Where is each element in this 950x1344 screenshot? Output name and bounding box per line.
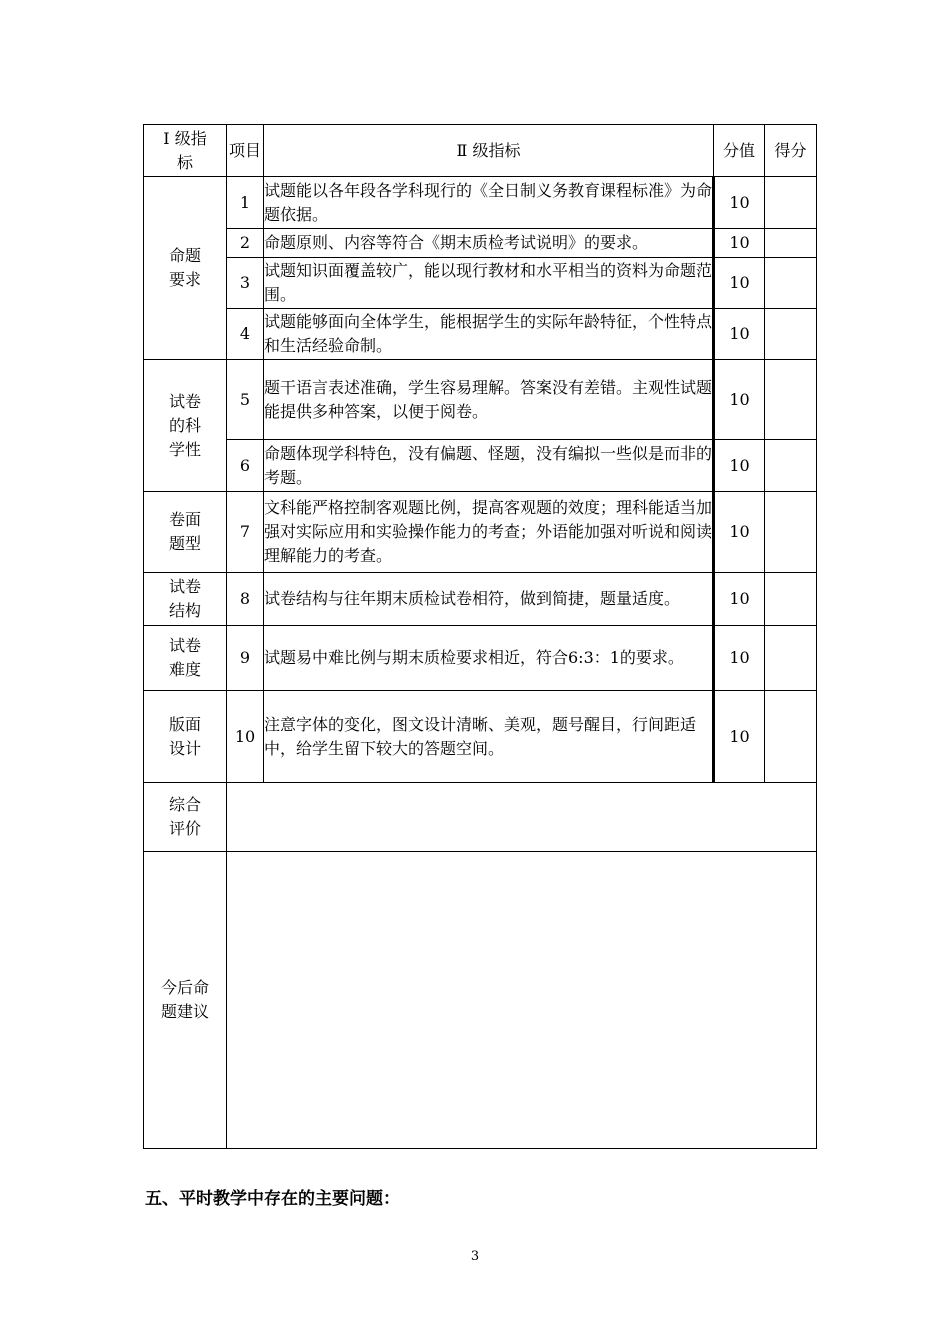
row-score: 10 [714, 360, 765, 440]
group-label: 卷面 题型 [144, 492, 227, 573]
row-text: 文科能严格控制客观题比例，提高客观题的效度；理科能适当加强对实际应用和实验操作能力的考查；外语能加强对听说和阅读理解能力的考查。 [264, 492, 714, 573]
row-text: 命题原则、内容等符合《期末质检考试说明》的要求。 [264, 229, 714, 258]
row-text: 试题能够面向全体学生，能根据学生的实际年龄特征，个性特点和生活经验命制。 [264, 309, 714, 360]
row-text: 试题能以各年段各学科现行的《全日制义务教育课程标准》为命题依据。 [264, 177, 714, 229]
row-score: 10 [714, 492, 765, 573]
group-label: 试卷 难度 [144, 626, 227, 691]
row-score: 10 [714, 309, 765, 360]
row-got[interactable] [765, 177, 817, 229]
row-text: 命题体现学科特色，没有偏题、怪题，没有编拟一些似是而非的考题。 [264, 440, 714, 492]
table-row [144, 440, 817, 492]
table-row [144, 691, 817, 783]
table-row [144, 258, 817, 309]
header-level1: Ⅰ 级指标 [144, 125, 227, 177]
row-no: 1 [227, 177, 264, 229]
table-row [144, 229, 817, 258]
header-got: 得分 [765, 125, 817, 177]
header-level2: Ⅱ 级指标 [264, 125, 714, 177]
advice-cell[interactable] [227, 852, 817, 1149]
header-score: 分值 [714, 125, 765, 177]
row-score: 10 [714, 626, 765, 691]
advice-row [144, 852, 817, 1149]
group-label: 版面 设计 [144, 691, 227, 783]
row-text: 试题易中难比例与期末质检要求相近，符合6:3：1的要求。 [264, 626, 714, 691]
row-score: 10 [714, 229, 765, 258]
row-text: 试卷结构与往年期末质检试卷相符，做到简捷，题量适度。 [264, 573, 714, 626]
row-got[interactable] [765, 573, 817, 626]
row-text: 注意字体的变化，图文设计清晰、美观，题号醒目，行间距适中，给学生留下较大的答题空间。 [264, 691, 714, 783]
row-score: 10 [714, 258, 765, 309]
row-no: 7 [227, 492, 264, 573]
table-row [144, 626, 817, 691]
table-header-row [144, 125, 817, 177]
row-no: 6 [227, 440, 264, 492]
row-text: 题干语言表述准确，学生容易理解。答案没有差错。主观性试题能提供多种答案，以便于阅卷。 [264, 360, 714, 440]
table-row [144, 360, 817, 440]
row-no: 9 [227, 626, 264, 691]
table-row [144, 573, 817, 626]
row-score: 10 [714, 440, 765, 492]
row-got[interactable] [765, 492, 817, 573]
section-heading: 五、平时教学中存在的主要问题： [145, 1189, 400, 1209]
row-score: 10 [714, 177, 765, 229]
row-got[interactable] [765, 258, 817, 309]
page-number: 3 [470, 1249, 480, 1264]
summary-cell[interactable] [227, 783, 817, 852]
row-got[interactable] [765, 360, 817, 440]
summary-label: 综合 评价 [144, 783, 227, 852]
row-no: 4 [227, 309, 264, 360]
row-no: 10 [227, 691, 264, 783]
row-score: 10 [714, 573, 765, 626]
evaluation-table [143, 124, 817, 1149]
row-no: 8 [227, 573, 264, 626]
row-got[interactable] [765, 229, 817, 258]
row-text: 试题知识面覆盖较广，能以现行教材和水平相当的资料为命题范围。 [264, 258, 714, 309]
row-no: 3 [227, 258, 264, 309]
table-row [144, 309, 817, 360]
row-got[interactable] [765, 440, 817, 492]
summary-row [144, 783, 817, 852]
advice-label: 今后命 题建议 [144, 852, 227, 1149]
table-row [144, 177, 817, 229]
header-item: 项目 [227, 125, 264, 177]
row-got[interactable] [765, 626, 817, 691]
table-row [144, 492, 817, 573]
row-no: 2 [227, 229, 264, 258]
group-label: 命题 要求 [144, 177, 227, 360]
row-got[interactable] [765, 691, 817, 783]
row-no: 5 [227, 360, 264, 440]
group-label: 试卷 的科 学性 [144, 360, 227, 492]
row-score: 10 [714, 691, 765, 783]
group-label: 试卷 结构 [144, 573, 227, 626]
row-got[interactable] [765, 309, 817, 360]
